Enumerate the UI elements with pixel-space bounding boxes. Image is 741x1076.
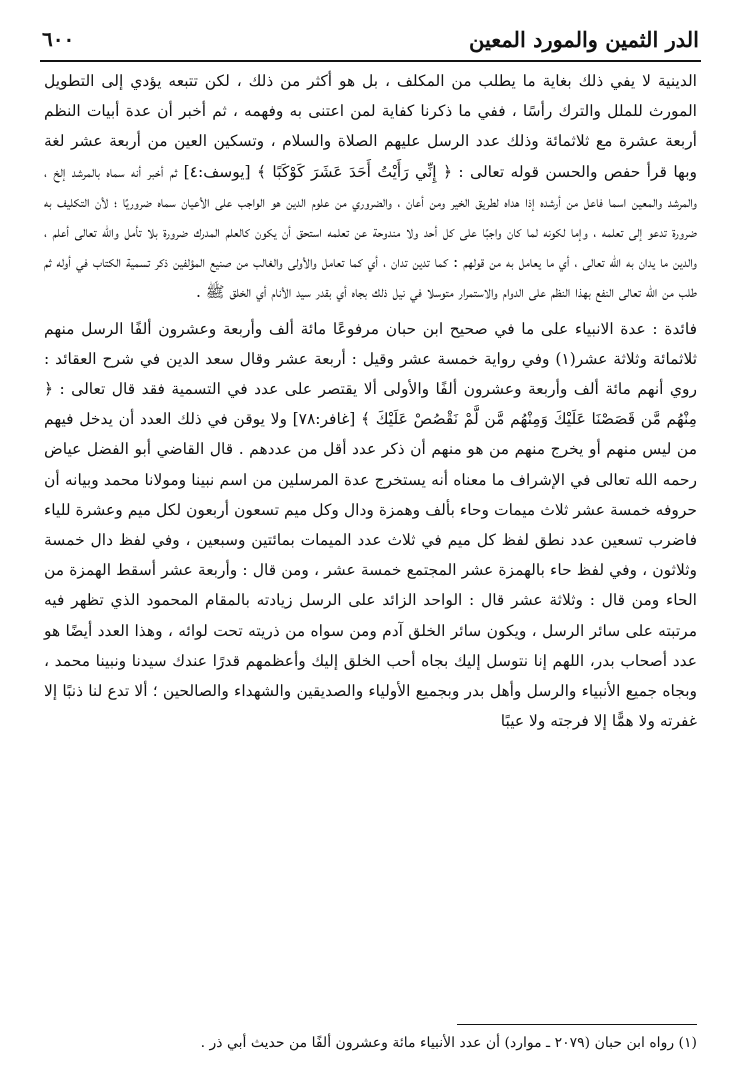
- footnote: (١) رواه ابن حبان (٢٠٧٩ ـ موارد) أن عدد الأنبياء مائة وعشرون ألفًا من حديث أبي ذر .: [200, 1035, 697, 1051]
- page-number: ٦٠٠: [42, 27, 75, 51]
- header-rule: [40, 60, 701, 62]
- paragraph: الدينية لا يفي ذلك بغاية ما يطلب من المكلف ، بل هو أكثر من ذلك ، لكن تتبعه يؤدي إلى التطويل المورث للملل والترك رأسًا ، ففي ما ذكرنا كفاية لمن اعتنى به وفهمه ، ثم أخبر أن عدة أبيات النظم أربعة عشرة مع ثلاثمائة وذلك عدد الرسل عليهم الصلاة والسلام ، وتسكين العين من أربعة عشر لغة وبها قرأ حفص والحسن قوله تعالى : ﴿ إِنِّي رَأَيْتُ أَحَدَ عَشَرَ كَوْكَبًا ﴾ [يوسف:٤] ثم أخبر أنه سماه بالمرشد إلخ ، والمرشد والمعين اسما فاعل من أرشده إذا هداه لطريق الخير ومن أعان ، والضروري من علوم الدين هو الواجب على الأعيان سماه ضروريًا ؛ لأن التكليف به ضرورة تدعو إلى تعلمه ، وإما لكونه لما كان واجبًا على كل أحد ولا مندوحة عن تعلمه استحق أن يكون كالعلم المدرك ضرورة بلا تأمل والله تعالى أعلم ، والدين ما يدان به الله تعالى ، أي ما يعامل به من قولهم : كما تدين تدان ، أي كما تعامل والأولى والغالب من صنيع المؤلفين ذكر تسمية الكتاب في أوله ثم طلب من الله تعالى النفع بهذا النظم على الدوام والاستمرار متوسلا في نيل ذلك بجاه أي بقدر سيد الأنام أي الخلق ﷺ .: [44, 72, 697, 302]
- running-title: الدر الثمين والمورد المعين: [468, 26, 699, 52]
- main-text: [44, 66, 697, 736]
- page-header: [42, 22, 699, 56]
- paragraph: فائدة : عدة الانبياء على ما في صحيح ابن حبان مرفوعًا مائة ألف وأربعة وعشرون ألفًا الرسل منهم ثلاثمائة وثلاثة عشر(١) وفي رواية خمسة عشر وقيل : أربعة عشر وقال سعد الدين في شرح العقائد : روي أنهم مائة ألف وأربعة وعشرون ألفًا والأولى ألا يقتصر على عدد في التسمية فقد قال تعالى : ﴿ مِنْهُم مَّن قَصَصْنَا عَلَيْكَ وَمِنْهُم مَّن لَّمْ نَقْصُصْ عَلَيْكَ ﴾ [غافر:٧٨] ولا يوقن في ذلك العدد أن يدخل فيهم من ليس منهم أو يخرج منهم من هو منهم أن ذكر عدد أقل من عددهم . قال القاضي أبو الفضل عياض رحمه الله تعالى في الإشراف ما معناه أنه يستخرج عدة المرسلين من اسم نبينا ومولانا محمد وبيانه أن حروفه خمسة عشر ثلاث ميمات وحاء بألف وهمزة ودال وكل ميم تسعون أربعون لكل ميم وعشرة للياء فاضرب تسعين عدد نطق لفظ كل ميم في ثلاث عدد الميمات بمائتين وسبعين ، وفي لفظ دال خمسة وثلاثون ، وفي لفظ حاء بالهمزة عشر المجتمع خمسة عشر ، ومن قال : وأربعة عشر أسقط الهمزة من الحاء ومن قال : وثلاثة عشر قال : الواحد الزائد على الرسل زيادته بالمقام المحمود الذي تظهر فيه مرتبته على سائر الرسل ، ويكون سائر الخلق آدم ومن سواه من ذريته تحت لوائه ، وهذا العدد أيضًا هو عدد أصحاب بدر، اللهم إنا نتوسل إليك بجاه أحب الخلق إليك وأعظمهم قدرًا عندك سيدنا ونبينا محمد ، وبجاه جميع الأنبياء والرسل وأهل بدر وبجميع الأولياء والصديقين والشهداء والصالحين ؛ ألا تدع لنا ذنبًا إلا غفرته ولا همًّا إلا فرجته ولا عيبًا: [44, 319, 698, 731]
- footnote-separator: [457, 1024, 697, 1025]
